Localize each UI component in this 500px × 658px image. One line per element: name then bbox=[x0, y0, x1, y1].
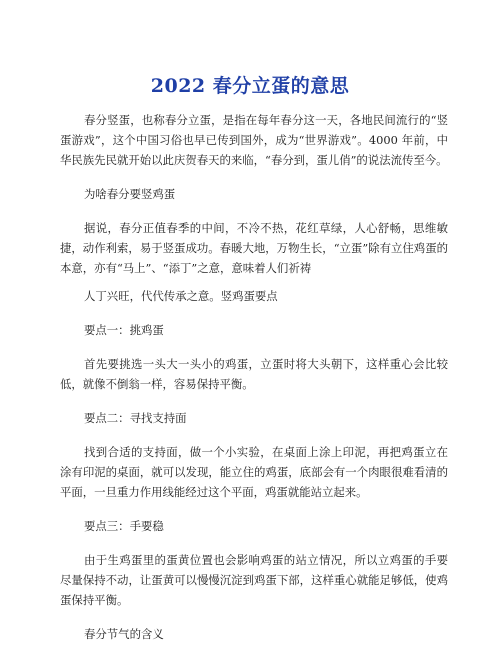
intro-paragraph: 春分竖蛋，也称春分立蛋，是指在每年春分这一天，各地民间流行的“竖蛋游戏”，这个中国习俗也早已传到国外，成为“世界游戏”。4000 年前，中华民族先民就开始以此庆贺春天的来临，“春分到，蛋儿俏”的说法流传至今。 bbox=[60, 113, 448, 167]
section-heading-why: 为啥春分要竖鸡蛋 bbox=[84, 187, 176, 201]
explanation-paragraph: 据说，春分正值春季的中间，不冷不热，花红草绿，人心舒畅，思维敏捷，动作利索，易于竖蛋成功。春暖大地，万物生长，“立蛋”除有立住鸡蛋的本意，亦有“马上”、“添丁”之意，意味着人们祈祷 bbox=[60, 221, 448, 275]
document-title: 2022 春分立蛋的意思 bbox=[150, 75, 350, 97]
document-body bbox=[60, 110, 448, 658]
tip-two-paragraph: 找到合适的支持面，做一个小实验，在桌面上涂上印泥，再把鸡蛋立在涂有印泥的桌面，就可以发现，能立住的鸡蛋，底部会有一个肉眼很难看清的平面，一旦重力作用线能经过这个平面，鸡蛋就能站立起来。 bbox=[60, 445, 448, 499]
section-heading-meaning: 春分节气的含义 bbox=[84, 627, 164, 641]
tip-three-heading: 要点三：手要稳 bbox=[84, 519, 164, 533]
tip-two-heading: 要点二：寻找支持面 bbox=[84, 411, 187, 425]
tip-three-paragraph: 由于生鸡蛋里的蛋黄位置也会影响鸡蛋的站立情况，所以立鸡蛋的手要尽量保持不动，让蛋黄可以慢慢沉淀到鸡蛋下部，这样重心就能足够低，使鸡蛋保持平衡。 bbox=[60, 553, 448, 607]
tip-one-paragraph: 首先要挑选一头大一头小的鸡蛋，立蛋时将大头朝下，这样重心会比较低，就像不倒翁一样，容易保持平衡。 bbox=[60, 357, 448, 391]
section-heading-tips: 人丁兴旺，代代传承之意。竖鸡蛋要点 bbox=[84, 289, 278, 303]
tip-one-heading: 要点一：挑鸡蛋 bbox=[84, 323, 164, 337]
